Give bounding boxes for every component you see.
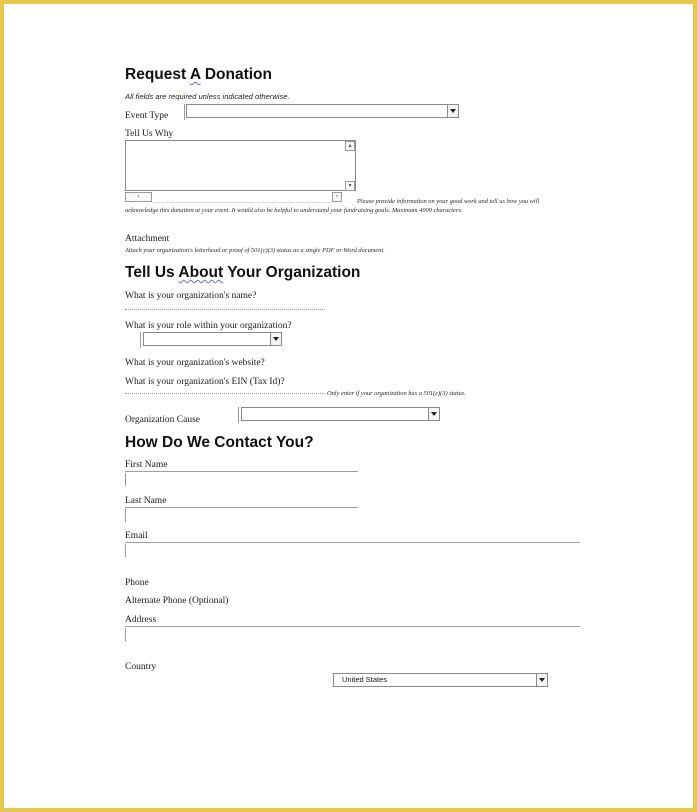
org-ein-label: What is your organization's EIN (Tax Id)?	[125, 377, 285, 387]
address-label: Address	[125, 615, 157, 625]
email-cursor	[125, 544, 126, 557]
scroll-right-icon[interactable]: ›	[332, 192, 342, 202]
title-text: Request	[125, 66, 190, 83]
org-cause-label: Organization Cause	[125, 415, 201, 425]
first-name-input[interactable]	[125, 471, 358, 472]
chevron-down-icon[interactable]	[270, 333, 281, 345]
title-text-end: Donation	[200, 66, 272, 83]
scroll-left-icon[interactable]: ‹	[125, 192, 152, 202]
org-role-select[interactable]	[143, 332, 282, 346]
tell-us-why-note: Please provide information on your good work and tell us how you will acknowledge this donation at your event. It would also be helpful to understand your fundraising goals. Maximum 4000 characters.	[125, 198, 540, 214]
tell-us-why-label: Tell Us Why	[125, 129, 174, 139]
form-title	[125, 66, 272, 84]
chevron-down-icon[interactable]	[447, 105, 458, 117]
attachment-note: Attach your organization's letterhead or proof of 501(c)(3) status as a single PDF or Word document.	[125, 247, 385, 254]
org-cause-marker	[238, 407, 239, 423]
event-type-select[interactable]	[186, 104, 459, 118]
last-name-cursor	[125, 509, 126, 522]
alt-phone-label: Alternate Phone (Optional)	[125, 596, 229, 606]
org-ein-note: Only enter if your organization has a 501(c)(3) status.	[327, 390, 466, 397]
address-input[interactable]	[125, 626, 580, 627]
address-cursor	[125, 628, 126, 641]
event-type-marker	[184, 104, 185, 120]
org-cause-select[interactable]	[241, 407, 440, 421]
org-website-label: What is your organization's website?	[125, 358, 265, 368]
title-text-a: A	[189, 66, 201, 83]
last-name-input[interactable]	[125, 507, 358, 508]
chevron-down-icon[interactable]	[428, 408, 439, 420]
org-heading-text: Tell Us	[125, 264, 179, 281]
org-role-marker	[140, 332, 141, 348]
email-input[interactable]	[125, 542, 580, 543]
tell-us-why-textarea[interactable]	[125, 140, 356, 191]
fields-required-note: All fields are required unless indicated otherwise.	[125, 92, 290, 101]
org-ein-input[interactable]	[125, 393, 325, 394]
chevron-down-icon[interactable]	[536, 674, 547, 686]
contact-heading: How Do We Contact You?	[125, 434, 314, 451]
event-type-label: Event Type	[125, 111, 169, 121]
country-select[interactable]	[333, 673, 548, 687]
country-select-value: United States	[342, 675, 388, 684]
org-heading-end: Your Organization	[223, 264, 361, 281]
scroll-up-icon[interactable]: ▴	[345, 141, 355, 151]
first-name-label: First Name	[125, 460, 168, 470]
first-name-cursor	[125, 473, 126, 486]
phone-label: Phone	[125, 578, 149, 588]
org-heading-about: About	[178, 264, 224, 281]
email-label: Email	[125, 531, 148, 541]
org-role-label: What is your role within your organization?	[125, 321, 292, 331]
attachment-label: Attachment	[125, 234, 170, 244]
org-name-input[interactable]	[125, 309, 325, 310]
org-name-label: What is your organization's name?	[125, 291, 257, 301]
last-name-label: Last Name	[125, 496, 167, 506]
organization-heading	[125, 264, 360, 282]
country-label: Country	[125, 662, 157, 672]
scroll-down-icon[interactable]: ▾	[345, 181, 355, 191]
document-page	[4, 4, 693, 808]
